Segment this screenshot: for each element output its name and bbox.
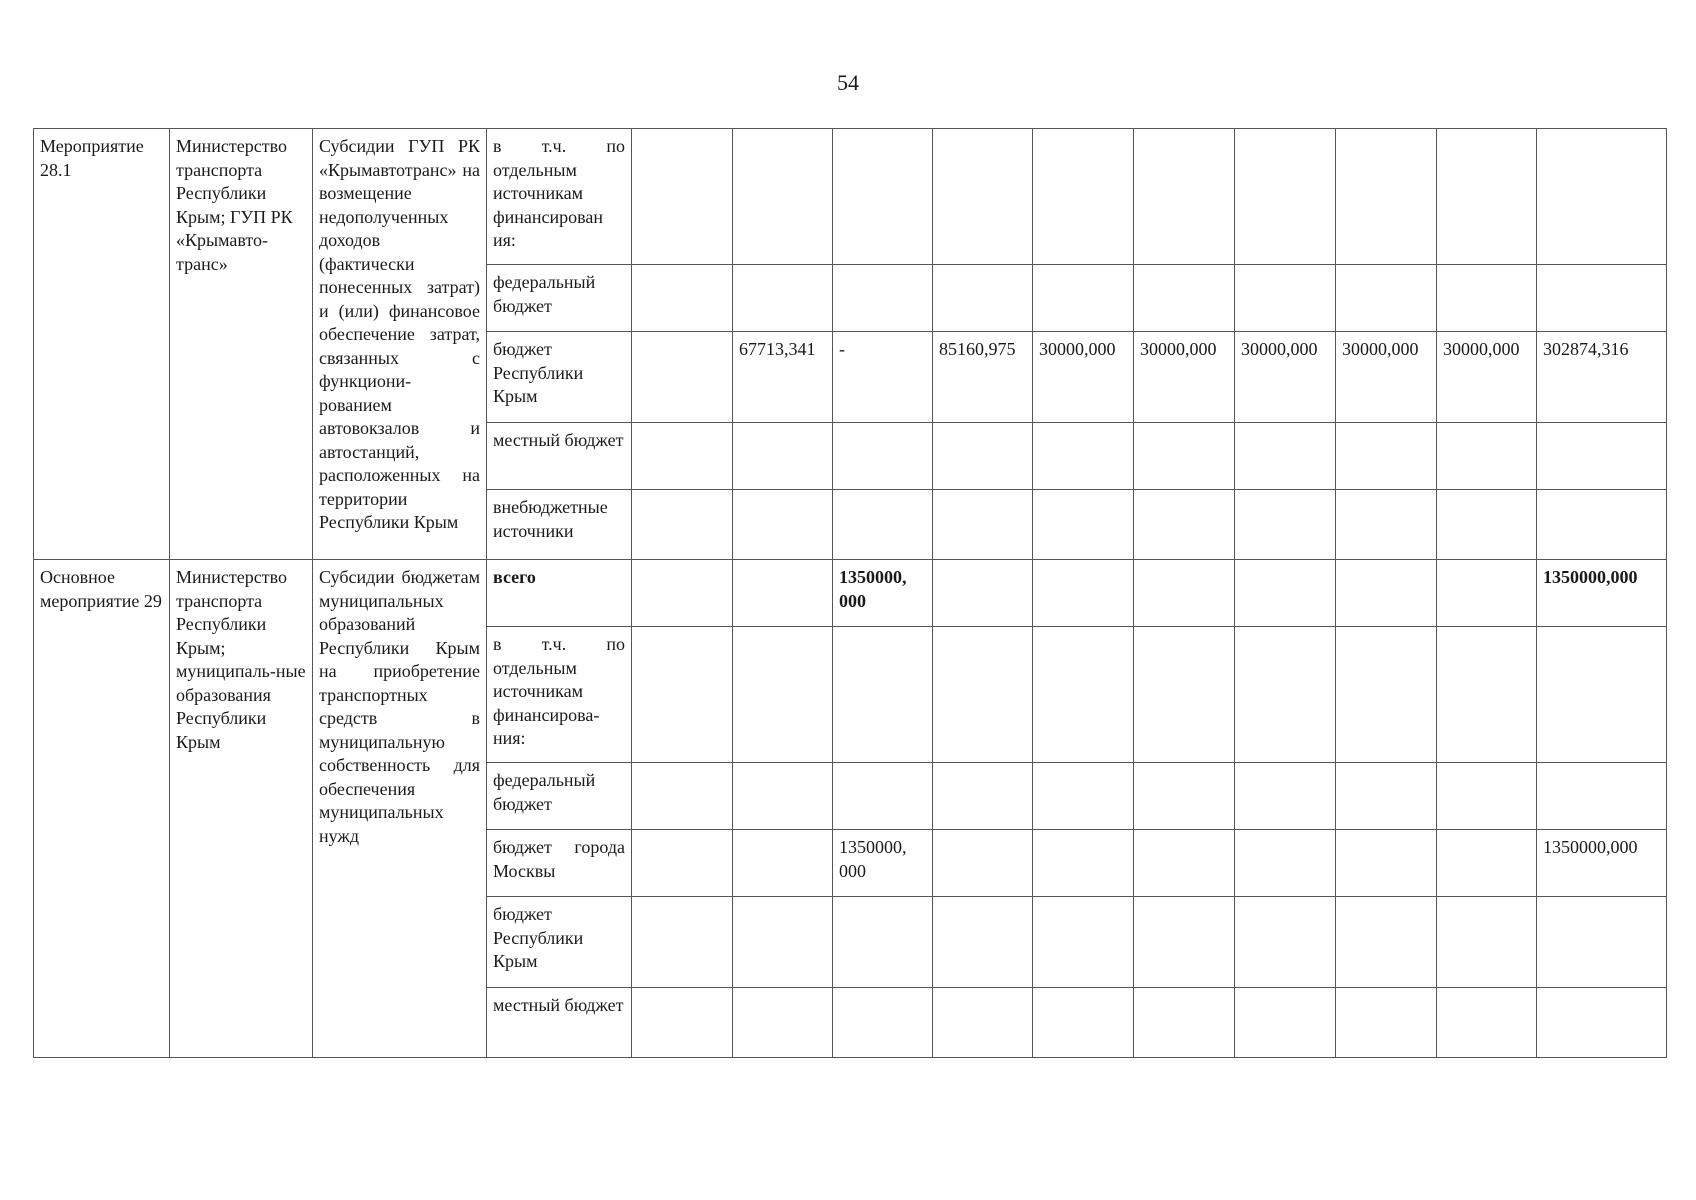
value-cell (1134, 897, 1235, 988)
value-cell (1336, 627, 1437, 763)
value-cell (1033, 423, 1134, 490)
value-cell: 30000,000 (1235, 332, 1336, 423)
value-cell (1235, 423, 1336, 490)
value-cell: 30000,000 (1134, 332, 1235, 423)
value-cell (632, 897, 733, 988)
value-cell (933, 265, 1033, 332)
value-cell (1235, 265, 1336, 332)
funding-source-label: бюджет Республики Крым (487, 332, 632, 423)
value-cell: 30000,000 (1437, 332, 1537, 423)
value-cell (632, 763, 733, 830)
value-cell: 67713,341 (733, 332, 833, 423)
value-cell (1033, 265, 1134, 332)
value-cell (933, 560, 1033, 627)
funding-source-label: местный бюджет (487, 423, 632, 490)
value-cell (733, 988, 833, 1058)
value-cell (1437, 763, 1537, 830)
value-cell (1537, 897, 1667, 988)
measure-name-cell: Основное мероприятие 29 (34, 560, 170, 1058)
description-cell: Субсидии бюджетам муниципальных образований Республики Крым на приобретение транспортных средств в муниципальную собственность для обеспечения муниципальных нужд (313, 560, 487, 1058)
value-cell (1437, 560, 1537, 627)
value-cell (933, 897, 1033, 988)
value-cell (1336, 560, 1437, 627)
value-cell (1235, 830, 1336, 897)
value-cell (632, 332, 733, 423)
value-cell (1437, 988, 1537, 1058)
budget-table (33, 128, 1667, 1058)
funding-source-label: всего (487, 560, 632, 627)
value-cell (1437, 830, 1537, 897)
value-cell (1033, 830, 1134, 897)
value-cell: 1350000, 000 (833, 560, 933, 627)
value-cell (733, 897, 833, 988)
value-cell (1235, 129, 1336, 265)
value-cell (1033, 988, 1134, 1058)
executor-cell: Министерство транспорта Республики Крым; муниципаль-ные образования Республики Крым (170, 560, 313, 1058)
value-cell (1235, 490, 1336, 560)
value-cell (1134, 560, 1235, 627)
value-cell (1134, 988, 1235, 1058)
value-cell (1437, 129, 1537, 265)
value-cell: - (833, 332, 933, 423)
value-cell (1336, 423, 1437, 490)
value-cell (733, 560, 833, 627)
value-cell (733, 763, 833, 830)
value-cell (933, 988, 1033, 1058)
funding-source-label: внебюджетные источники (487, 490, 632, 560)
funding-source-label: местный бюджет (487, 988, 632, 1058)
value-cell (632, 988, 733, 1058)
description-cell: Субсидии ГУП РК «Крымавтотранс» на возмещение недополученных доходов (фактически понесенных затрат) и (или) финансовое обеспечение затрат, связанных с функциони-рованием автовокзалов и автостанций, расположенных на территории Республики Крым (313, 129, 487, 560)
table-row (34, 560, 1667, 627)
value-cell (833, 627, 933, 763)
value-cell: 1350000,000 (1537, 560, 1667, 627)
value-cell (1134, 830, 1235, 897)
value-cell (733, 423, 833, 490)
value-cell (1134, 423, 1235, 490)
value-cell (1134, 627, 1235, 763)
value-cell (1235, 763, 1336, 830)
value-cell (733, 830, 833, 897)
value-cell (733, 265, 833, 332)
value-cell (733, 490, 833, 560)
value-cell (1437, 627, 1537, 763)
funding-source-label: федеральный бюджет (487, 265, 632, 332)
value-cell (833, 265, 933, 332)
value-cell (1134, 265, 1235, 332)
value-cell (632, 627, 733, 763)
value-cell (733, 129, 833, 265)
value-cell (1336, 897, 1437, 988)
value-cell (833, 129, 933, 265)
value-cell (1033, 129, 1134, 265)
measure-name-cell: Мероприятие 28.1 (34, 129, 170, 560)
value-cell (1336, 988, 1437, 1058)
value-cell: 1350000, 000 (833, 830, 933, 897)
executor-cell: Министерство транспорта Республики Крым; ГУП РК «Крымавто-транс» (170, 129, 313, 560)
value-cell (1336, 763, 1437, 830)
value-cell (632, 129, 733, 265)
funding-source-label: в т.ч. по отдельным источникам финансирован ия: (487, 129, 632, 265)
value-cell (1235, 988, 1336, 1058)
value-cell (1336, 830, 1437, 897)
value-cell (833, 423, 933, 490)
value-cell (1033, 897, 1134, 988)
value-cell (1437, 423, 1537, 490)
page-number: 54 (837, 70, 859, 95)
value-cell (1537, 490, 1667, 560)
value-cell (1134, 129, 1235, 265)
value-cell (1437, 897, 1537, 988)
value-cell (933, 627, 1033, 763)
value-cell (1235, 560, 1336, 627)
value-cell (933, 763, 1033, 830)
value-cell (1537, 988, 1667, 1058)
value-cell (1134, 490, 1235, 560)
funding-source-label: бюджет города Москвы (487, 830, 632, 897)
value-cell (1235, 627, 1336, 763)
value-cell: 30000,000 (1033, 332, 1134, 423)
value-cell (1033, 490, 1134, 560)
funding-source-label: бюджет Республики Крым (487, 897, 632, 988)
table-body (34, 129, 1667, 1058)
value-cell (933, 490, 1033, 560)
value-cell (733, 627, 833, 763)
value-cell: 302874,316 (1537, 332, 1667, 423)
value-cell (833, 897, 933, 988)
value-cell (1033, 627, 1134, 763)
value-cell (1537, 129, 1667, 265)
value-cell (933, 830, 1033, 897)
value-cell (833, 763, 933, 830)
value-cell (1537, 627, 1667, 763)
value-cell: 30000,000 (1336, 332, 1437, 423)
value-cell (632, 423, 733, 490)
value-cell (1537, 423, 1667, 490)
value-cell (1336, 265, 1437, 332)
value-cell (1235, 897, 1336, 988)
funding-source-label: в т.ч. по отдельным источникам финансирова-ния: (487, 627, 632, 763)
value-cell (632, 490, 733, 560)
table-row (34, 129, 1667, 265)
value-cell (1134, 763, 1235, 830)
value-cell (833, 490, 933, 560)
value-cell (933, 423, 1033, 490)
value-cell (1336, 129, 1437, 265)
value-cell (1537, 763, 1667, 830)
value-cell (1033, 560, 1134, 627)
value-cell (1336, 490, 1437, 560)
value-cell: 85160,975 (933, 332, 1033, 423)
value-cell (833, 988, 933, 1058)
value-cell (1537, 265, 1667, 332)
value-cell (632, 265, 733, 332)
value-cell (632, 830, 733, 897)
value-cell (1437, 490, 1537, 560)
value-cell (1437, 265, 1537, 332)
value-cell: 1350000,000 (1537, 830, 1667, 897)
value-cell (933, 129, 1033, 265)
funding-source-label: федеральный бюджет (487, 763, 632, 830)
value-cell (1033, 763, 1134, 830)
value-cell (632, 560, 733, 627)
